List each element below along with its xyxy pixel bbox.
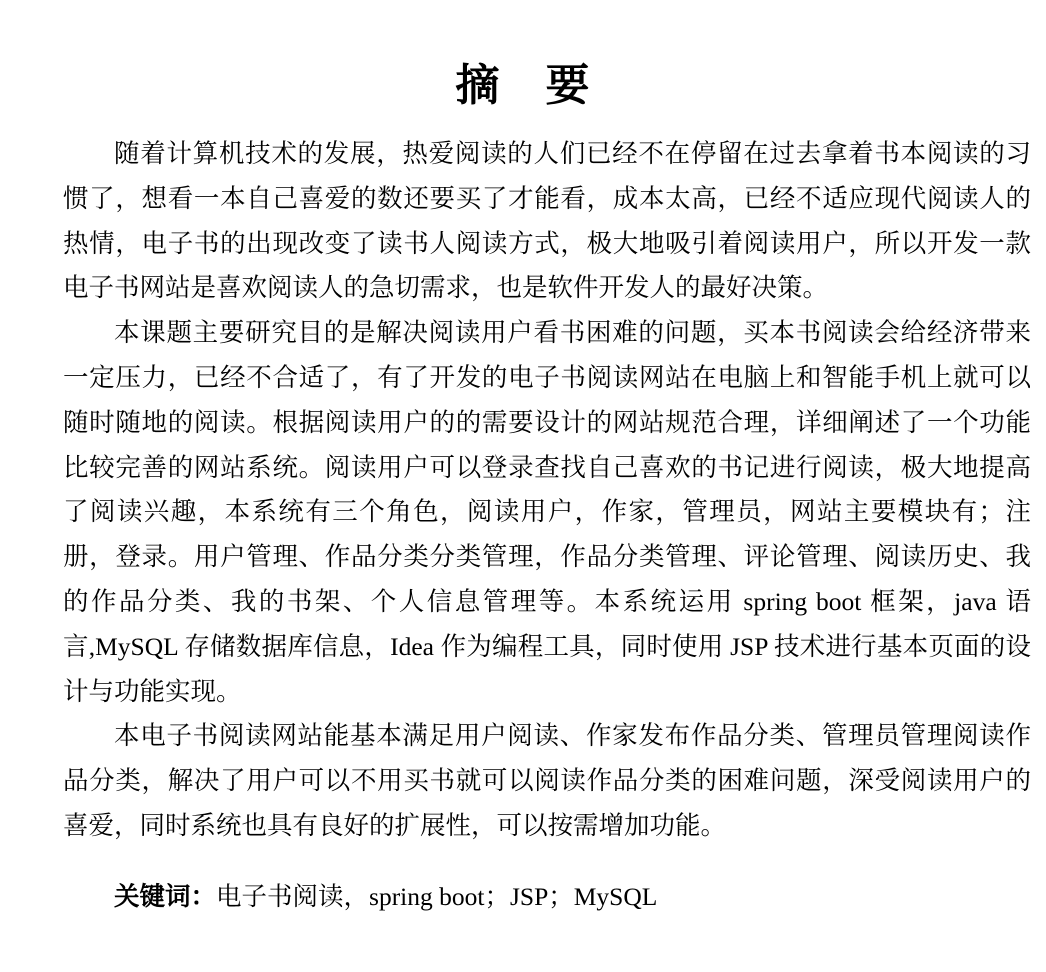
abstract-body	[63, 132, 1031, 920]
abstract-paragraph-1: 随着计算机技术的发展，热爱阅读的人们已经不在停留在过去拿着书本阅读的习惯了，想看一本自己喜爱的数还要买了才能看，成本太高，已经不适应现代阅读人的热情，电子书的出现改变了读书人阅读方式，极大地吸引着阅读用户，所以开发一款电子书网站是喜欢阅读人的急切需求，也是软件开发人的最好决策。	[63, 139, 1031, 303]
keywords-label: 关键词：	[114, 881, 217, 911]
page-title: 摘 要	[455, 61, 591, 110]
abstract-paragraph-3: 本电子书阅读网站能基本满足用户阅读、作家发布作品分类、管理员管理阅读作品分类，解决了用户可以不用买书就可以阅读作品分类的困难问题，深受阅读用户的喜爱，同时系统也具有良好的扩展性，可以按需增加功能。	[63, 721, 1031, 840]
keywords-line	[63, 875, 1031, 920]
abstract-paragraph-2: 本课题主要研究目的是解决阅读用户看书困难的问题，买本书阅读会给经济带来一定压力，已经不合适了，有了开发的电子书阅读网站在电脑上和智能手机上就可以随时随地的阅读。根据阅读用户的的需要设计的网站规范合理，详细阐述了一个功能比较完善的网站系统。阅读用户可以登录查找自己喜欢的书记进行阅读，极大地提高了阅读兴趣，本系统有三个角色，阅读用户，作家，管理员，网站主要模块有；注册，登录。用户管理、作品分类分类管理，作品分类管理、评论管理、阅读历史、我的作品分类、我的书架、个人信息管理等。本系统运用 spring boot 框架，java 语言,MySQL 存储数据库信息，Idea 作为编程工具，同时使用 JSP 技术进行基本页面的设计与功能实现。	[63, 318, 1031, 706]
keywords-text: 电子书阅读，spring boot；JSP；MySQL	[216, 881, 658, 911]
